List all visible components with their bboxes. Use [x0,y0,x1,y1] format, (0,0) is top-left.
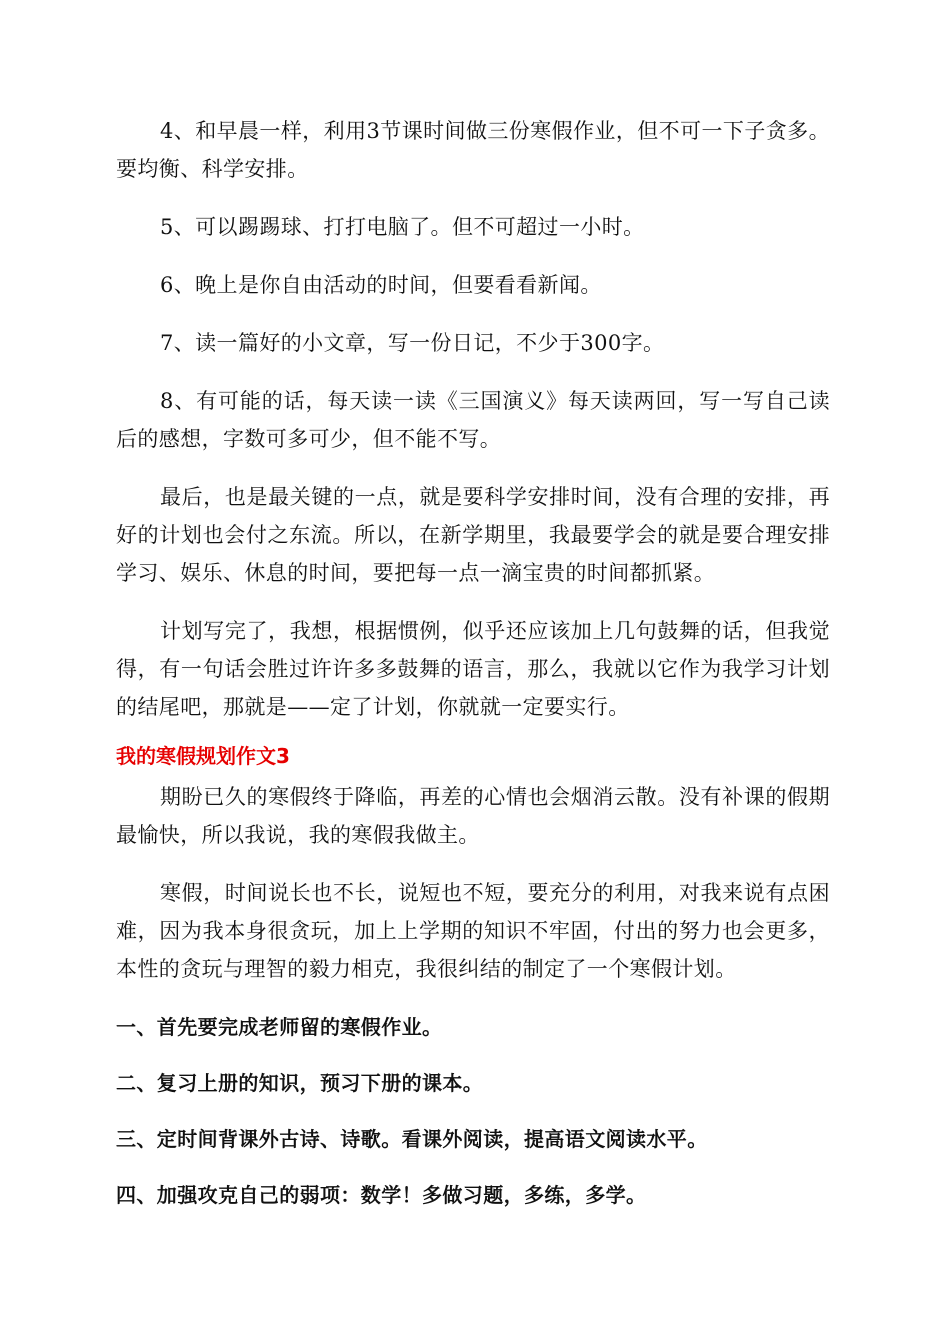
paragraph-item-7: 7、读一篇好的小文章，写一份日记，不少于300字。 [160,331,665,355]
document-body [116,112,830,1232]
plan-item-2: 二、复习上册的知识，预习下册的课本。 [116,1071,484,1095]
plan-item-1: 一、首先要完成老师留的寒假作业。 [116,1015,443,1039]
paragraph-closing: 计划写完了，我想，根据惯例，似乎还应该加上几句鼓舞的话，但我觉得，有一句话会胜过许许多多鼓舞的语言，那么，我就以它作为我学习计划的结尾吧，那就是——定了计划，你就就一定要实行。 [116,619,830,719]
paragraph-reflection: 寒假，时间说长也不长，说短也不短，要充分的利用，对我来说有点困难，因为我本身很贪玩，加上上学期的知识不牢固，付出的努力也会更多，本性的贪玩与理智的毅力相克，我很纠结的制定了一个寒假计划。 [116,881,830,981]
paragraph-conclusion: 最后，也是最关键的一点，就是要科学安排时间，没有合理的安排，再好的计划也会付之东流。所以，在新学期里，我最要学会的就是要合理安排学习、娱乐、休息的时间，要把每一点一滴宝贵的时间都抓紧。 [116,485,830,585]
paragraph-item-8: 8、有可能的话，每天读一读《三国演义》每天读两回，写一写自己读后的感想，字数可多可少，但不能不写。 [116,389,830,451]
plan-item-3: 三、定时间背课外古诗、诗歌。看课外阅读，提高语文阅读水平。 [116,1127,708,1151]
paragraph-item-5: 5、可以踢踢球、打打电脑了。但不可超过一小时。 [160,215,645,239]
plan-item-4: 四、加强攻克自己的弱项：数学！多做习题，多练，多学。 [116,1183,647,1207]
paragraph-intro: 期盼已久的寒假终于降临，再差的心情也会烟消云散。没有补课的假期最愉快，所以我说，我的寒假我做主。 [116,785,830,847]
paragraph-item-6: 6、晚上是你自由活动的时间，但要看看新闻。 [160,273,602,297]
paragraph-item-4: 4、和早晨一样，利用3节课时间做三份寒假作业，但不可一下子贪多。要均衡、科学安排。 [116,119,830,181]
section-heading: 我的寒假规划作文3 [116,744,290,768]
